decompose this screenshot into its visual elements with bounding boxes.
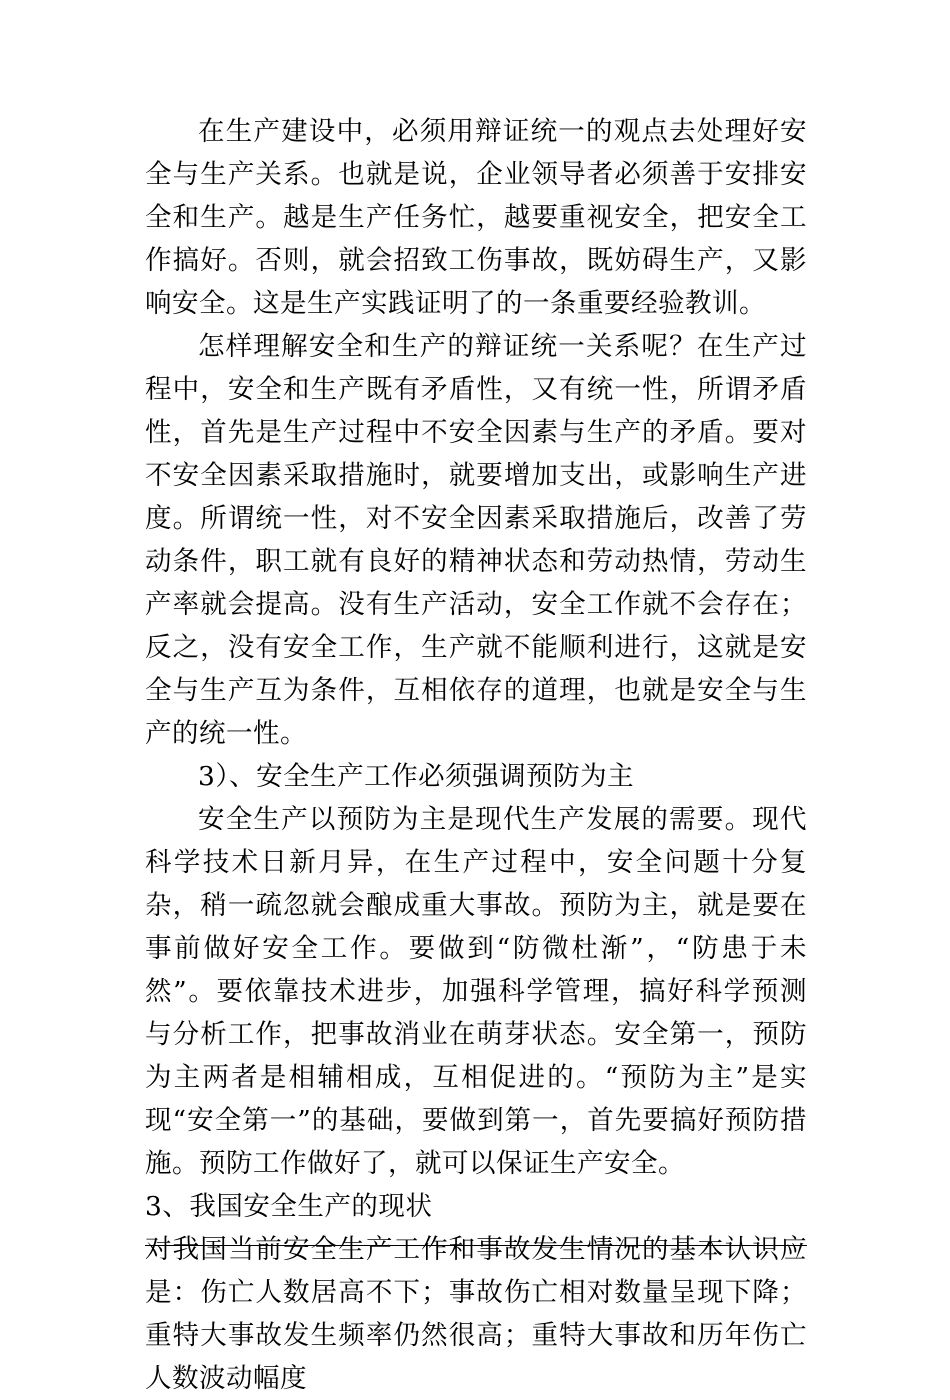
paragraph-safety-production-relation: 在生产建设中，必须用辩证统一的观点去处理好安全与生产关系。也就是说，企业领导者必须善于安排安全和生产。越是生产任务忙，越要重视安全，把安全工作搞好。否则，就会招致工伤事故，既妨碍生产，又影响安全。这是生产实践证明了的一条重要经验教训。: [145, 116, 807, 319]
section-heading-current-status: 3、我国安全生产的现状: [145, 1191, 433, 1222]
paragraph-prevention-first: 安全生产以预防为主是现代生产发展的需要。现代科学技术日新月异，在生产过程中，安全问题十分复杂，稍一疏忽就会酿成重大事故。预防为主，就是要在事前做好安全工作。要做到“防微杜渐”，“防患于未然”。要依靠技术进步，加强科学管理，搞好科学预测与分析工作，把事故消业在萌芽状态。安全第一，预防为主两者是相辅相成，互相促进的。“预防为主”是实现“安全第一”的基础，要做到第一，首先要搞好预防措施。预防工作做好了，就可以保证生产安全。: [145, 804, 807, 1179]
paragraph-current-status: 对我国当前安全生产工作和事故发生情况的基本认识应是：伤亡人数居高不下；事故伤亡相对数量呈现下降；重特大事故发生频率仍然很高；重特大事故和历年伤亡人数波动幅度: [145, 1234, 807, 1394]
section-heading-prevention: 3）、安全生产工作必须强调预防为主: [198, 761, 635, 792]
document-body: [145, 110, 807, 1400]
paragraph-dialectical-unity: 怎样理解安全和生产的辩证统一关系呢？在生产过程中，安全和生产既有矛盾性，又有统一性，所谓矛盾性，首先是生产过程中不安全因素与生产的矛盾。要对不安全因素采取措施时，就要增加支出，或影响生产进度。所谓统一性，对不安全因素采取措施后，改善了劳动条件，职工就有良好的精神状态和劳动热情，劳动生产率就会提高。没有生产活动，安全工作就不会存在；反之，没有安全工作，生产就不能顺利进行，这就是安全与生产互为条件，互相依存的道理，也就是安全与生产的统一性。: [145, 331, 807, 749]
footer-divider: [145, 1245, 807, 1246]
